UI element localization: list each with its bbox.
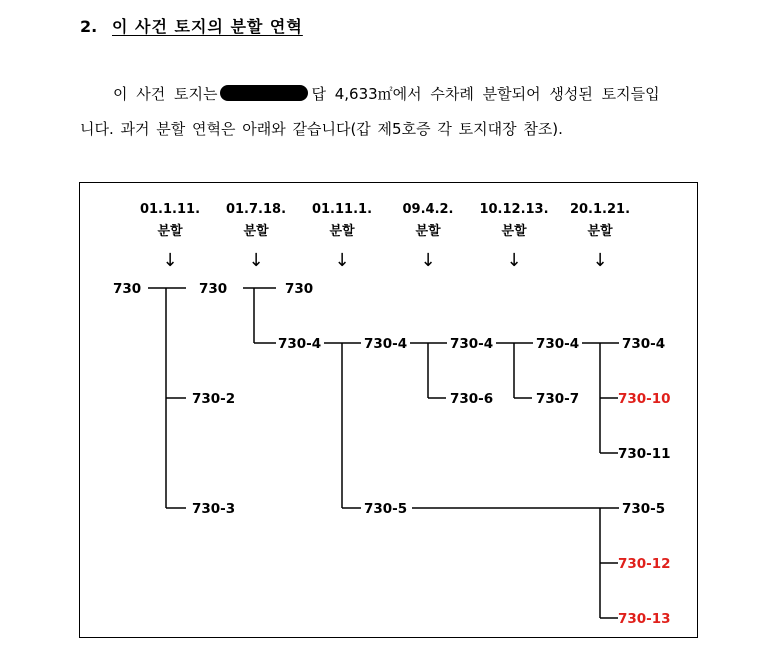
parcel-730-10: 730-10 [618,391,671,407]
redaction-mark [220,85,308,101]
parcel-730-5-final: 730-5 [622,501,666,517]
parcel-730-original: 730 [113,281,142,297]
parcel-730-4-third: 730-4 [450,336,494,352]
paragraph-text-end: 답 4,633㎡에서 수차례 분할되어 생성된 토지들입 [311,85,660,103]
paragraph-line-1 [80,84,695,104]
parcel-730-3: 730-3 [192,501,236,517]
date-6: 20.1.21. [569,202,631,217]
section-heading [80,14,303,37]
parcel-730-after-split-2: 730 [285,281,314,297]
paragraph-text-start: 이 사건 토지는 [113,85,218,103]
date-5: 10.12.13. [479,202,549,217]
parcel-730-after-split-1: 730 [199,281,228,297]
date-headers [140,202,630,239]
parcel-730-2: 730-2 [192,391,236,407]
split-label-3: 분할 [329,224,355,239]
down-arrow-icon: ↓ [334,250,350,271]
down-arrow-icon: ↓ [506,250,522,271]
paragraph-line-2: 니다. 과거 분할 연혁은 아래와 같습니다(갑 제5호증 각 토지대장 참조). [80,120,563,138]
down-arrow-icon: ↓ [592,250,608,271]
section-number: 2. [80,17,98,36]
split-label-2: 분할 [243,224,269,239]
down-arrows [162,250,607,271]
parcel-730-7: 730-7 [536,391,580,407]
parcel-730-4-final: 730-4 [622,336,666,352]
diagram-canvas [80,183,697,637]
parcel-730-11: 730-11 [618,446,671,462]
split-label-1: 분할 [157,224,183,239]
date-2: 01.7.18. [225,202,287,217]
date-1: 01.1.11. [139,202,201,217]
down-arrow-icon: ↓ [248,250,264,271]
parcel-730-4-second: 730-4 [364,336,408,352]
split-label-5: 분할 [501,224,527,239]
parcel-730-5-first: 730-5 [364,501,408,517]
down-arrow-icon: ↓ [162,250,178,271]
parcel-730-4-first: 730-4 [278,336,322,352]
parcel-730-12: 730-12 [618,556,671,572]
parcel-730-6: 730-6 [450,391,494,407]
parcel-labels [113,281,671,627]
down-arrow-icon: ↓ [420,250,436,271]
split-label-4: 분할 [415,224,441,239]
split-label-6: 분할 [587,224,613,239]
section-title: 이 사건 토지의 분할 연혁 [112,17,303,36]
parcel-730-4-fourth: 730-4 [536,336,580,352]
date-4: 09.4.2. [402,202,454,217]
date-3: 01.11.1. [311,202,373,217]
split-history-diagram [79,182,698,638]
parcel-730-13: 730-13 [618,611,671,627]
